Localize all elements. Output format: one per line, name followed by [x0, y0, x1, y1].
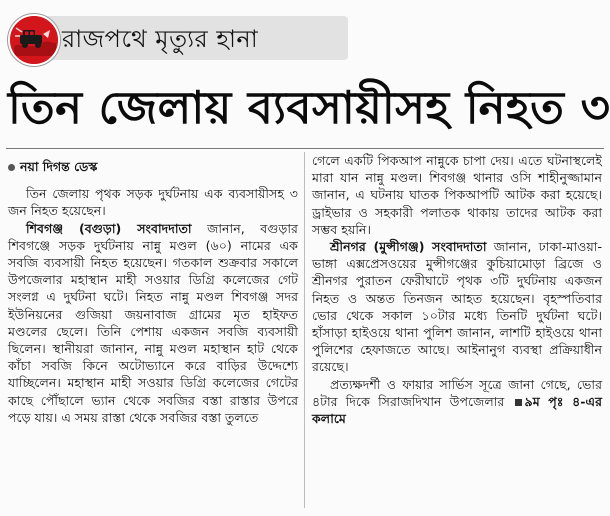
bullet-icon — [8, 164, 15, 171]
right-column — [312, 152, 602, 427]
jump-label: ৯ম পৃঃ ৪-এর কলামে — [312, 393, 602, 427]
headline: তিন জেলায় ব্যবসায়ীসহ নিহত ৩ — [8, 81, 610, 134]
intro-paragraph: তিন জেলায় পৃথক সড়ক দুর্ঘটনায় এক ব্যবসায়ীসহ ৩ জন নিহত হয়েছেন। — [8, 186, 298, 219]
left-column — [8, 152, 298, 426]
desk-credit — [8, 158, 298, 175]
sreenagar-paragraph — [312, 238, 602, 376]
desk-label: নয়া দিগন্ত ডেস্ক — [20, 159, 98, 174]
sreenagar-byline: শ্রীনগর (মুন্সীগঞ্জ) সংবাদদাতা — [330, 239, 487, 255]
fire-service-text: প্রত্যক্ষদর্শী ও ফায়ার সার্ভিস সূত্রে জানা গেছে, ভোর ৪টার দিকে সিরাজদিখান উপজেলার — [312, 376, 602, 409]
sreenagar-text: জানান, ঢাকা-মাওয়া-ভাঙ্গা এক্সপ্রেসওয়ের মুন্সীগঞ্জের কুচিয়ামোড়া ব্রিজে ও শ্রীনগর পুরাতন ফেরীঘাটে পৃথক ৩টি দুর্ঘটনায় একজন নিহত ও অন্তত তিনজন আহত হয়েছেন। বৃহস্পতিবার ভোর থেকে সকাল ১০টার মধ্যে তিনটি দুর্ঘটনা ঘটে। হাঁসাড়া হাইওয়ে থানা পুলিশ জানান, লাশটি হাইওয়ে থানা পুলিশের হেফাজতে আছে। আইনানুগ ব্যবস্থা প্রক্রিয়াধীন রয়েছে। — [312, 239, 602, 375]
kicker-title: রাজপথে মৃত্যুর হানা — [62, 25, 259, 53]
shibganj-paragraph — [8, 220, 298, 426]
shibganj-byline: শিবগঞ্জ (বগুড়া) সংবাদদাতা — [26, 220, 192, 236]
headline-rule — [6, 148, 604, 149]
shibganj-text: জানান, বগুড়ার শিবগঞ্জে সড়ক দুর্ঘটনায় নান্নু মণ্ডল (৬০) নামের এক সবজি ব্যবসায়ী নিহত হয়েছেন। গতকাল শুক্রবার সকালে উপজেলার মহাস্থান মাহী সওয়ার ডিগ্রি কলেজের গেট সংলগ্ন এ দুর্ঘটনা ঘটে। নিহত নান্নু মণ্ডল শিবগঞ্জ সদর ইউনিয়নের গুজিয়া জয়নাবাজ গ্রামের মৃত হাইফত মণ্ডলের ছেলে। তিনি পেশায় একজন সবজি ব্যবসায়ী ছিলেন। স্থানীয়রা জানান, নান্নু মণ্ডল মহাস্থান হাট থেকে কাঁচা সবজি কিনে অটোভ্যানে করে বাড়ির উদ্দেশ্যে যাচ্ছিলেন। মহাস্থান মাহী সওয়ার ডিগ্রি কলেজের গেটের কাছে পৌঁছালে ভ্যান থেকে সবজির বস্তা রাস্তার উপরে পড়ে যায়। এ সময় রাস্তা থেকে সবজির বস্তা তুলতে — [8, 220, 298, 425]
jump-square-icon — [515, 399, 522, 406]
shibganj-continued: গেলে একটি পিকআপ নান্নুকে চাপা দেয়। এতে ঘটনাস্থলেই মারা যান নান্নু মণ্ডল। শিবগঞ্জ থানার ওসি শাহীনুজ্জামান জানান, এ ঘটনায় ঘাতক পিকআপটি আটক করা হয়েছে। ড্রাইভার ও সহকারী পলাতক থাকায় তাদের আটক করা সম্ভব হয়নি। — [312, 153, 602, 237]
fire-service-paragraph — [312, 376, 602, 428]
column-divider — [304, 152, 305, 508]
road-accident-logo-icon — [8, 14, 60, 66]
